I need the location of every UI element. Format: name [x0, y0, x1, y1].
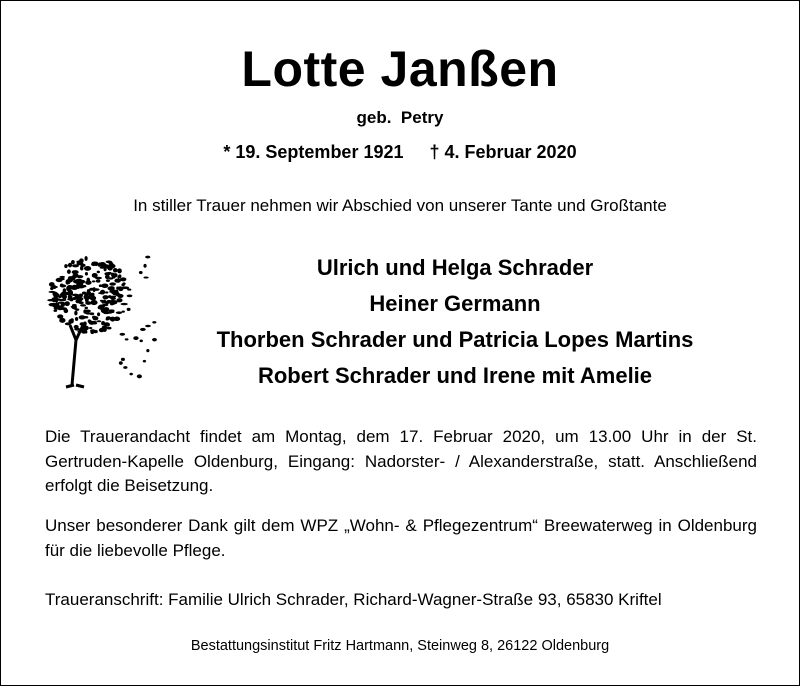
mourner: Thorben Schrader und Patricia Lopes Martins	[216, 327, 694, 352]
mourner: Heiner Germann	[369, 291, 541, 316]
funeral-home: Bestattungsinstitut Fritz Hartmann, Steinweg 8, 26122 Oldenburg	[190, 638, 610, 654]
mourner: Ulrich und Helga Schrader	[316, 255, 594, 280]
mourners-list	[170, 250, 740, 394]
life-dates	[0, 142, 800, 163]
intro-text: In stiller Trauer nehmen wir Abschied von unserer Tante und Großtante	[133, 196, 667, 215]
deceased-name: Lotte Janßen	[241, 41, 559, 97]
service-info: Die Trauerandacht findet am Montag, dem 17. Februar 2020, um 13.00 Uhr in der St. Gertruden-Kapelle Oldenburg, Eingang: Nadorster- / Alexanderstraße, statt. Anschließend erfolgt die Beisetzung.	[45, 427, 757, 495]
death-date: † 4. Februar 2020	[429, 142, 577, 162]
tree-icon	[40, 245, 160, 390]
thanks-text: Unser besonderer Dank gilt dem WPZ „Wohn- & Pflegezentrum“ Breewaterweg in Oldenburg für die liebevolle Pflege.	[45, 516, 757, 560]
birth-name: geb. Petry	[356, 108, 444, 127]
birth-date: * 19. September 1921	[223, 142, 404, 162]
mourner: Robert Schrader und Irene mit Amelie	[257, 363, 653, 388]
mourning-address: Traueranschrift: Familie Ulrich Schrader, Richard-Wagner-Straße 93, 65830 Kriftel	[45, 590, 662, 609]
